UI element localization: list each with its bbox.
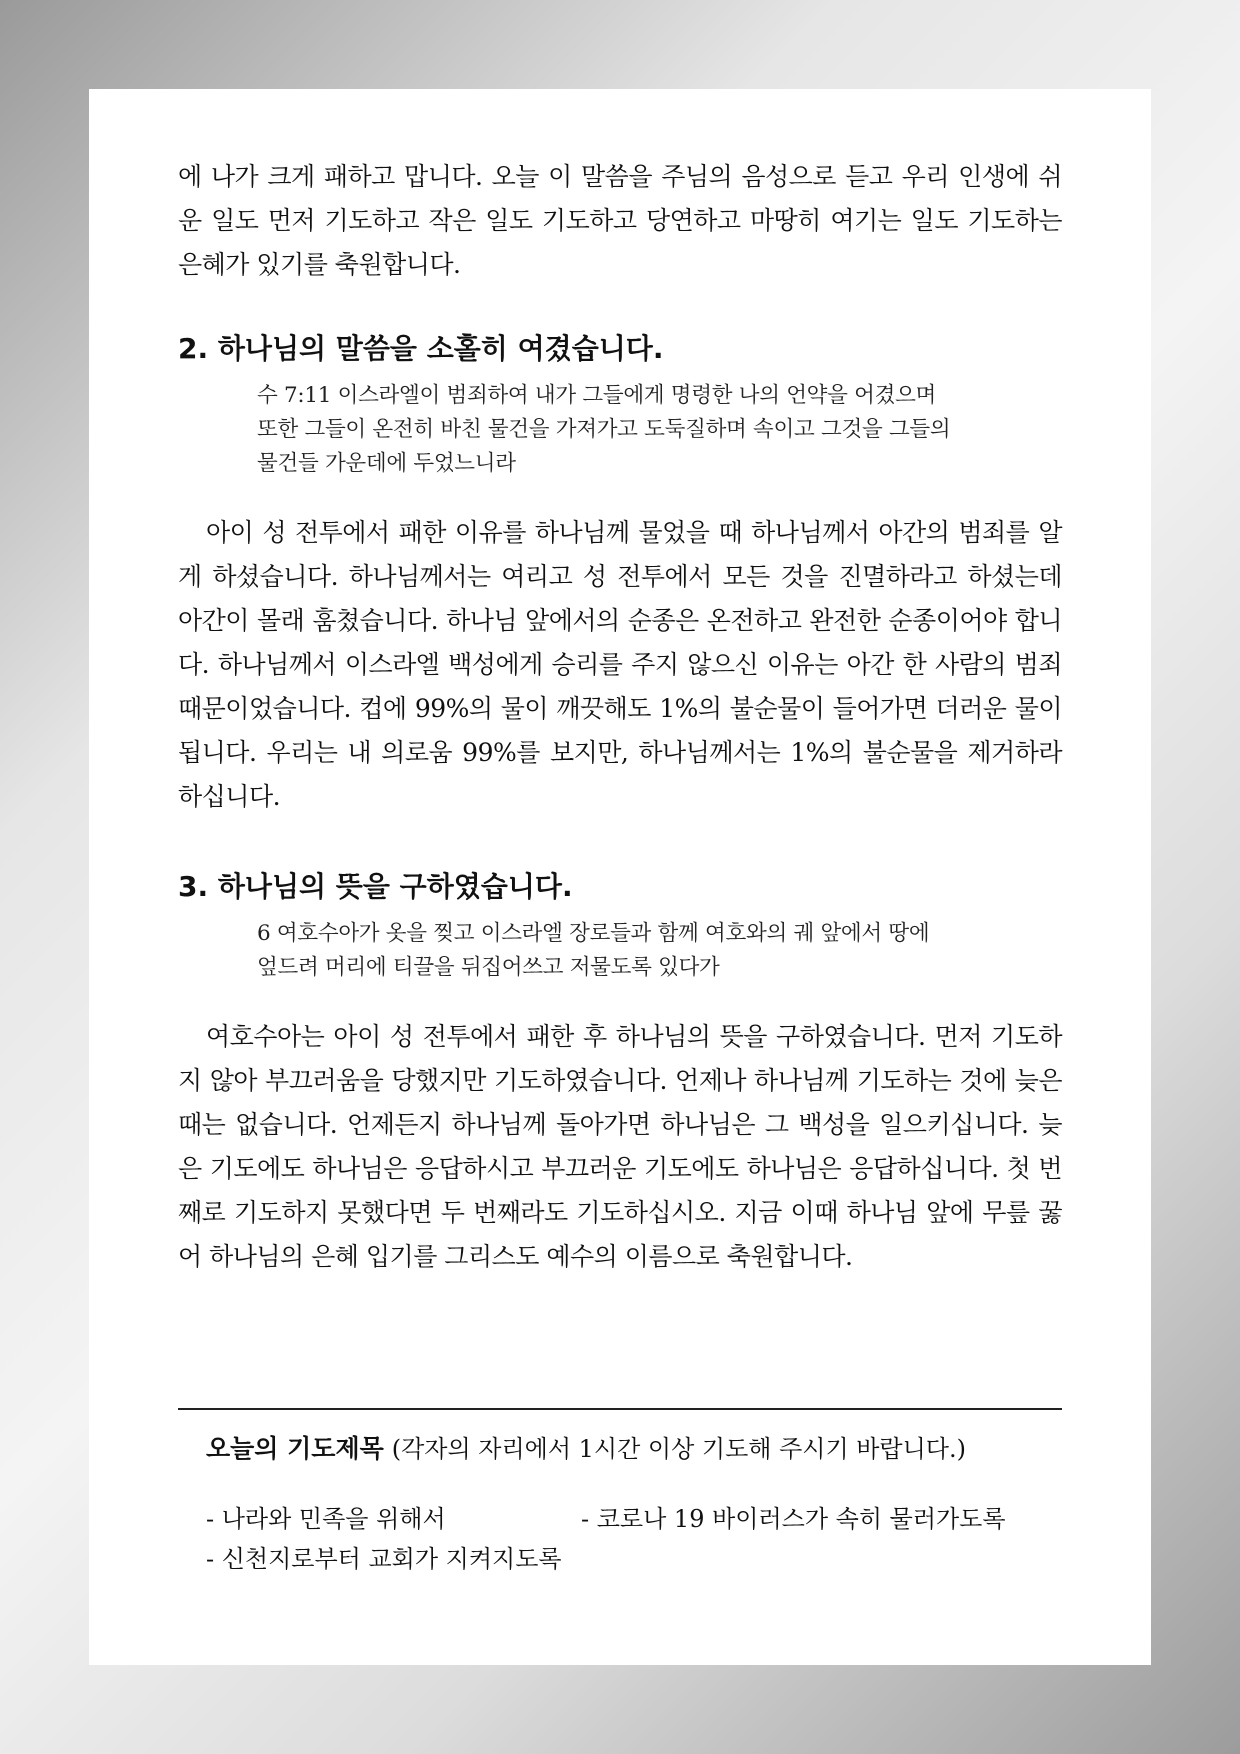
prayer-section — [206, 1429, 1036, 1579]
prayer-list — [206, 1499, 1036, 1579]
document-page — [89, 89, 1151, 1665]
verse-line: 수 7:11 이스라엘이 범죄하여 내가 그들에게 명령한 나의 언약을 어겼으며 — [257, 383, 937, 408]
verse-line: 6 여호수아가 옷을 찢고 이스라엘 장로들과 함께 여호와의 궤 앞에서 땅에 — [257, 921, 930, 946]
prayer-title-row — [206, 1429, 1036, 1469]
section-3-verse — [257, 917, 997, 985]
section-3-body: 여호수아는 아이 성 전투에서 패한 후 하나님의 뜻을 구하였습니다. 먼저 기도하지 않아 부끄러움을 당했지만 기도하였습니다. 언제나 하나님께 기도하는 것에 늦은 때는 없습니다. 언제든지 하나님께 돌아가면 하나님은 그 백성을 일으키십니다. 늦은 기도에도 하나님은 응답하시고 부끄러운 기도에도 하나님은 응답하십니다. 첫 번째로 기도하지 못했다면 두 번째라도 기도하십시오. 지금 이때 하나님 앞에 무릎 꿇어 하나님의 은혜 입기를 그리스도 예수의 이름으로 축원합니다. — [178, 1022, 1062, 1271]
divider — [178, 1408, 1062, 1410]
verse-line: 또한 그들이 온전히 바친 물건을 가져가고 도둑질하며 속이고 그것을 그들의 — [257, 417, 951, 442]
section-2-verse — [257, 379, 997, 481]
intro-paragraph: 에 나가 크게 패하고 맙니다. 오늘 이 말씀을 주님의 음성으로 듣고 우리 인생에 쉬운 일도 먼저 기도하고 작은 일도 기도하고 당연하고 마땅히 여기는 일도 기도하는 은혜가 있기를 축원합니다. — [178, 162, 1062, 279]
prayer-item: - 나라와 민족을 위해서 — [206, 1505, 446, 1533]
section-2-heading: 2. 하나님의 말씀을 소홀히 여겼습니다. — [178, 332, 664, 365]
prayer-note: (각자의 자리에서 1시간 이상 기도해 주시기 바랍니다.) — [391, 1435, 966, 1463]
prayer-item: - 코로나 19 바이러스가 속히 물러가도록 — [581, 1505, 1006, 1533]
prayer-title: 오늘의 기도제목 — [206, 1434, 384, 1463]
verse-line: 엎드려 머리에 티끌을 뒤집어쓰고 저물도록 있다가 — [257, 955, 720, 980]
verse-line: 물건들 가운데에 두었느니라 — [257, 451, 516, 476]
section-2-body: 아이 성 전투에서 패한 이유를 하나님께 물었을 때 하나님께서 아간의 범죄를 알게 하셨습니다. 하나님께서는 여리고 성 전투에서 모든 것을 진멸하라고 하셨는데 아간이 몰래 훔쳤습니다. 하나님 앞에서의 순종은 온전하고 완전한 순종이어야 합니다. 하나님께서 이스라엘 백성에게 승리를 주지 않으신 이유는 아간 한 사람의 범죄 때문이었습니다. 컵에 99%의 물이 깨끗해도 1%의 불순물이 들어가면 더러운 물이 됩니다. 우리는 내 의로움 99%를 보지만, 하나님께서는 1%의 불순물을 제거하라 하십니다. — [178, 518, 1062, 811]
section-3-heading: 3. 하나님의 뜻을 구하였습니다. — [178, 870, 573, 903]
prayer-item: - 신천지로부터 교회가 지켜지도록 — [206, 1545, 562, 1573]
